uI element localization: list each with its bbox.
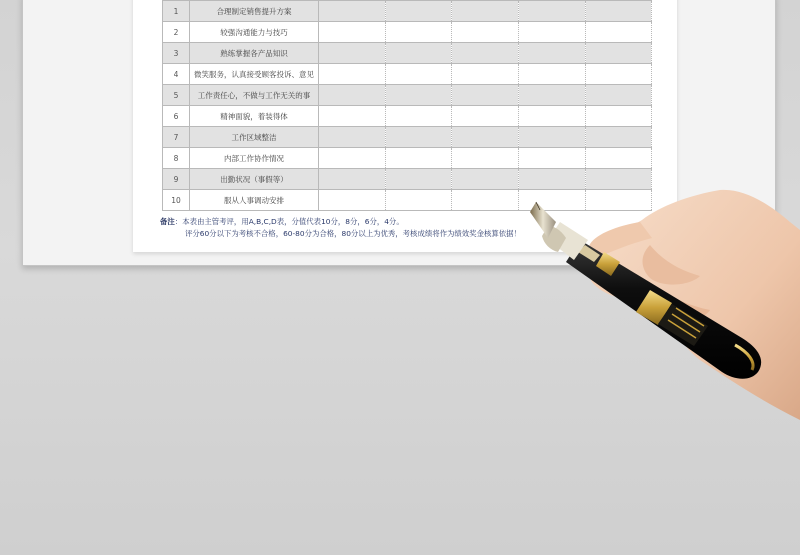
row-item: 工作责任心，不做与工作无关的事: [190, 85, 319, 106]
row-item: 精神面貌，着装得体: [190, 106, 319, 127]
row-item: 内部工作协作情况: [190, 148, 319, 169]
row-number: 6: [163, 106, 190, 127]
notes-label: 备注: [160, 217, 175, 226]
row-number: 3: [163, 43, 190, 64]
row-number: 1: [163, 1, 190, 22]
row-item: 出勤状况（事假等）: [190, 169, 319, 190]
row-number: 5: [163, 85, 190, 106]
row-item: 服从人事调动安排: [190, 190, 319, 211]
row-number: 2: [163, 22, 190, 43]
row-item: 熟练掌握各产品知识: [190, 43, 319, 64]
row-number: 10: [163, 190, 190, 211]
row-number: 8: [163, 148, 190, 169]
notes-text-1: ：本表由主管考评，用A,B,C,D表，分值代表10分，8分，6分，4分。: [174, 217, 404, 226]
row-item: 较强沟通能力与技巧: [190, 22, 319, 43]
row-number: 7: [163, 127, 190, 148]
notes-line-2: 评分60分以下为考核不合格，60-80分为合格，80分以上为优秀，考核成绩将作为绩效奖金核算依据！: [185, 229, 521, 238]
row-number: 9: [163, 169, 190, 190]
row-item: 合理制定销售提升方案: [190, 1, 319, 22]
row-item: 工作区域整洁: [190, 127, 319, 148]
row-number: 4: [163, 64, 190, 85]
row-item: 微笑服务，认真接受顾客投诉、意见: [190, 64, 319, 85]
